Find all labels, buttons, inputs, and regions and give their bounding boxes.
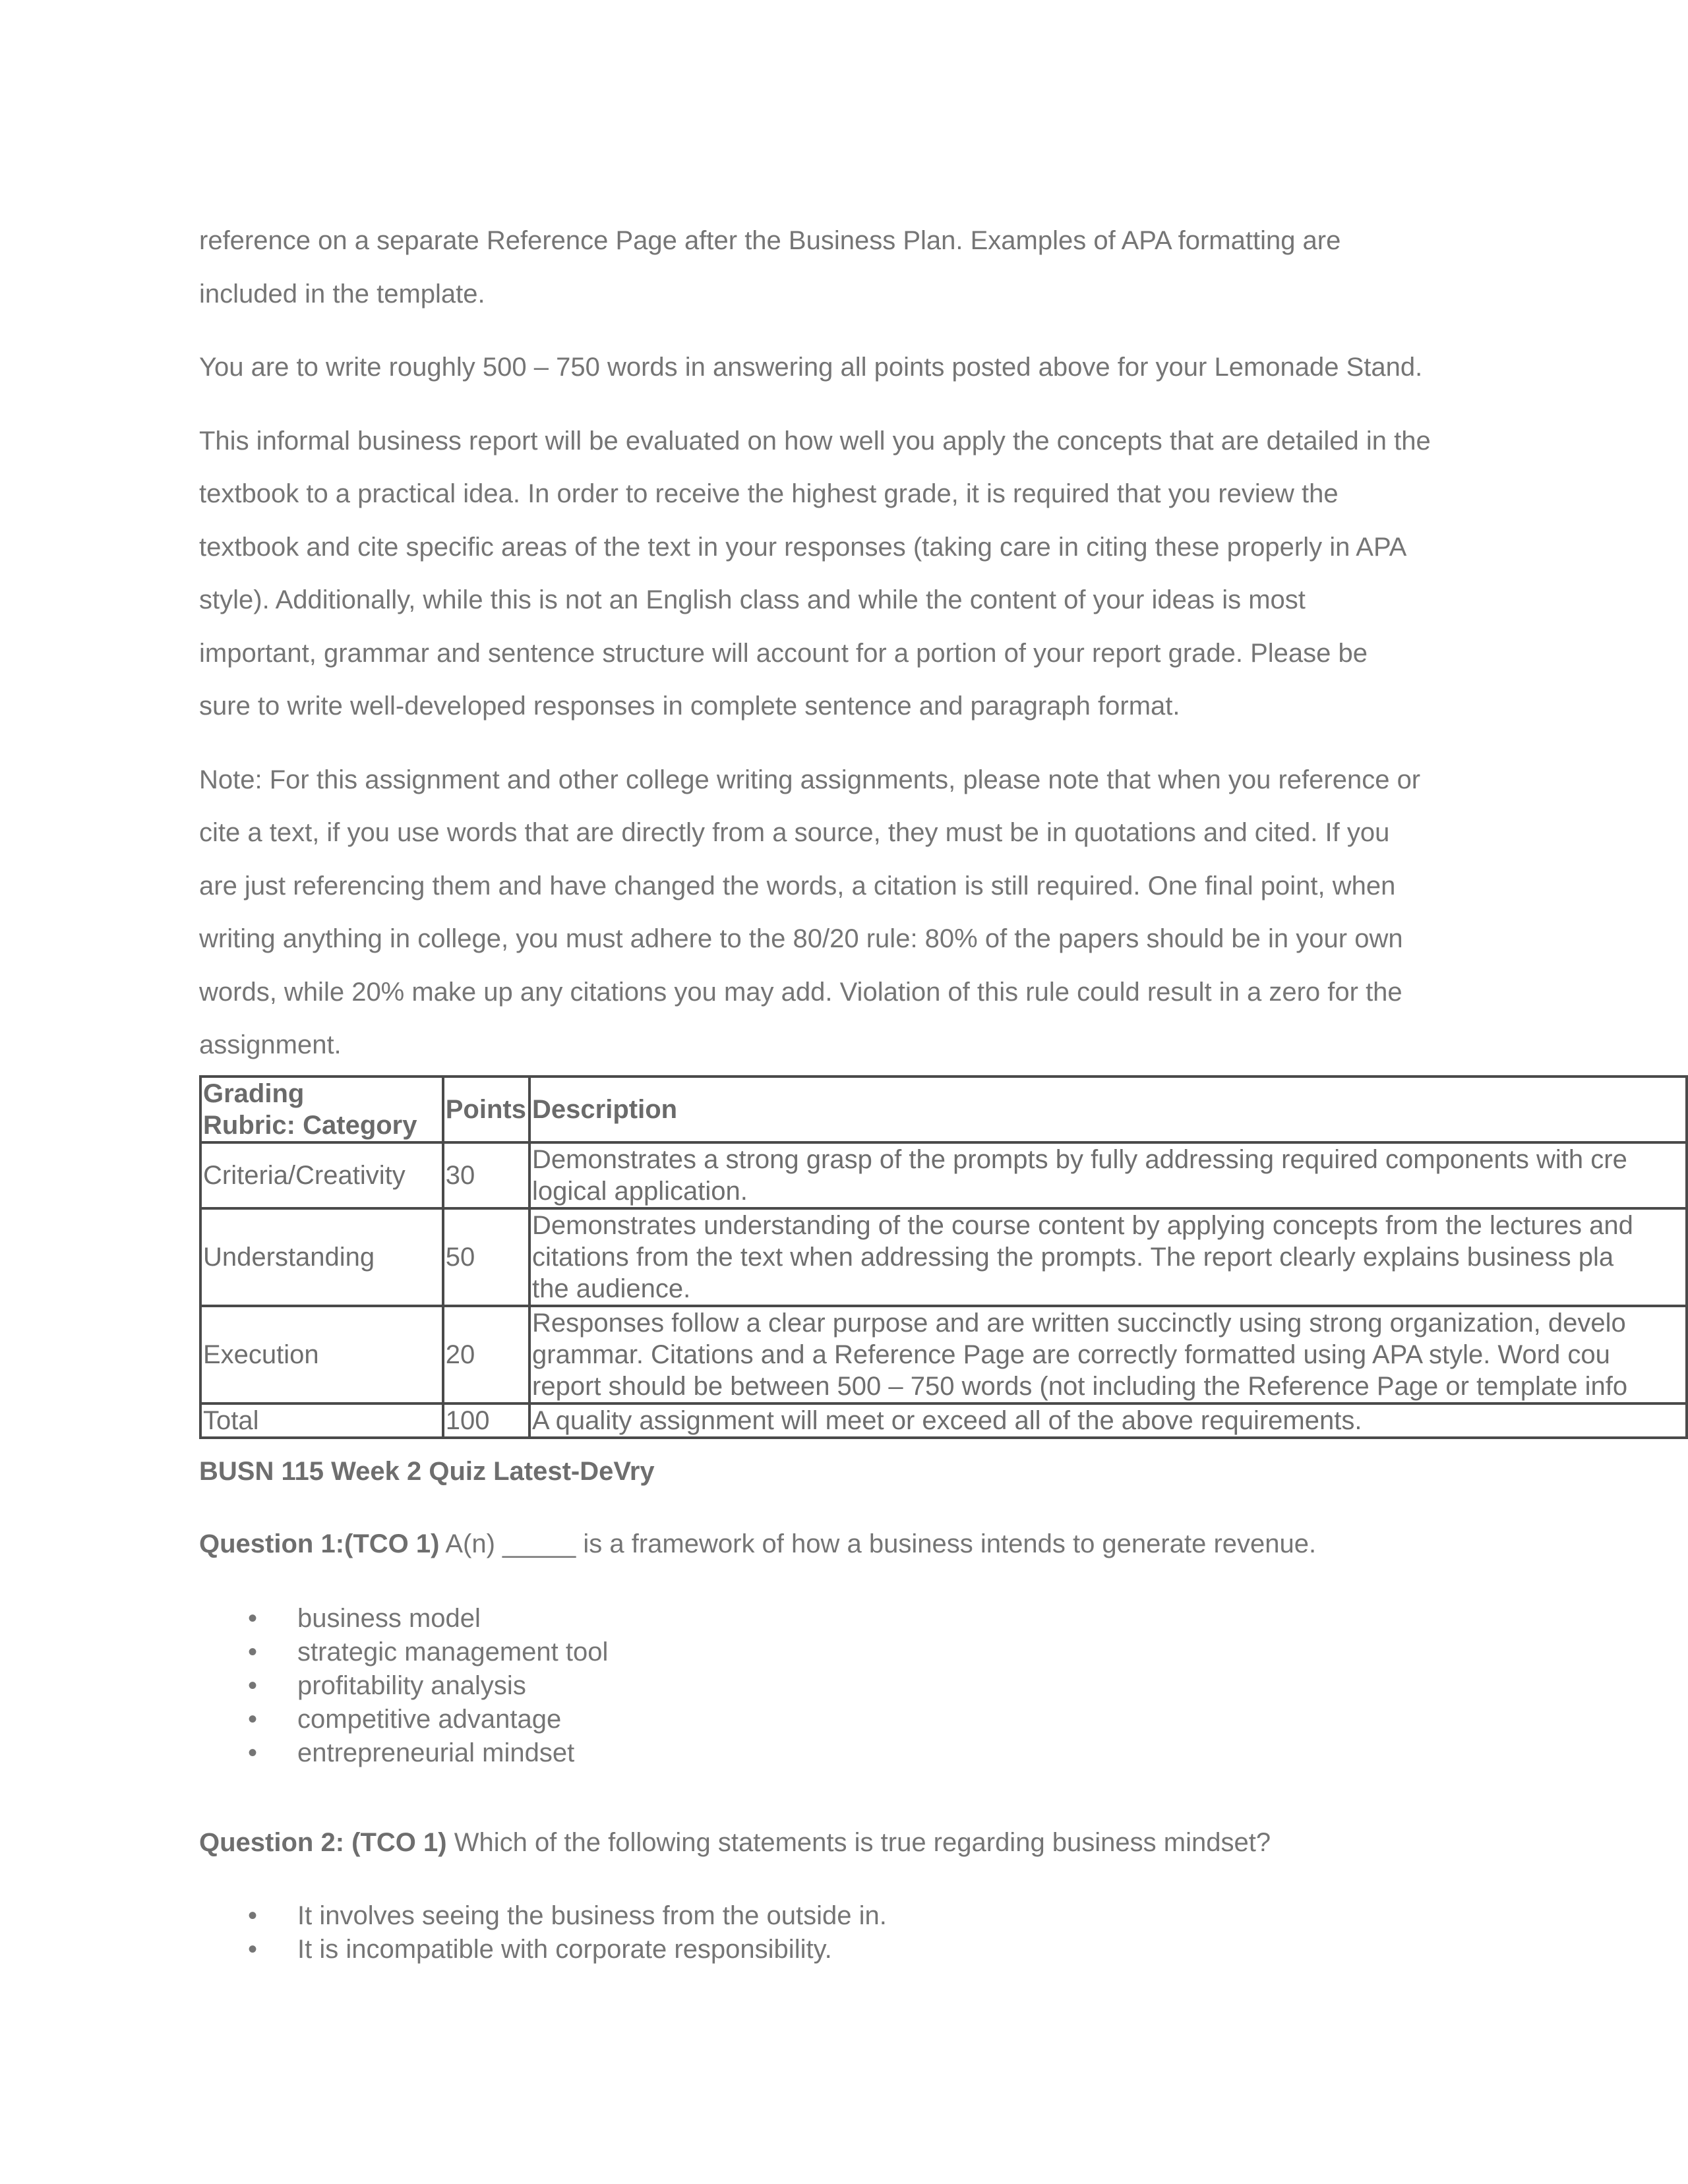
paragraph-reference-page <box>199 214 1511 320</box>
text-line: You are to write roughly 500 – 750 words in answering all points posted above for your Lemonade Stand. <box>199 353 1423 382</box>
question-text: Which of the following statements is true regarding business mindset? <box>446 1828 1271 1857</box>
list-item <box>199 1602 608 1636</box>
option-text: competitive advantage <box>297 1705 562 1734</box>
text-line: assignment. <box>199 1030 342 1059</box>
description-line: A quality assignment will meet or exceed all of the above requirements. <box>532 1406 1362 1435</box>
document-body <box>199 214 1688 1072</box>
row-points: 100 <box>443 1403 529 1438</box>
row-category: Total <box>200 1403 443 1438</box>
text-line: textbook to a practical idea. In order to receive the highest grade, it is required that you review the <box>199 479 1339 508</box>
header-category-line: Rubric: Category <box>203 1111 417 1140</box>
table-header-row <box>200 1077 1687 1142</box>
description-line: Demonstrates understanding of the course content by applying concepts from the lectures and <box>532 1211 1633 1240</box>
description-line: Demonstrates a strong grasp of the prompts by fully addressing required components with cre <box>532 1145 1627 1174</box>
bullet-icon: • <box>248 1935 258 1964</box>
text-line: reference on a separate Reference Page after the Business Plan. Examples of APA formatting are <box>199 226 1341 255</box>
option-text: It involves seeing the business from the outside in. <box>297 1901 887 1930</box>
row-category: Execution <box>200 1306 443 1403</box>
option-text: business model <box>297 1604 481 1633</box>
list-item <box>199 1669 608 1703</box>
option-text: profitability analysis <box>297 1671 526 1700</box>
header-category <box>200 1077 443 1142</box>
row-description <box>529 1142 1687 1208</box>
question-2-options <box>199 1899 887 1966</box>
description-line: logical application. <box>532 1177 748 1206</box>
table-row <box>200 1403 1687 1438</box>
question-1 <box>199 1529 1316 1559</box>
text-line: important, grammar and sentence structure will account for a portion of your report grade. Please be <box>199 638 1368 668</box>
description-line: report should be between 500 – 750 words (not including the Reference Page or template info <box>532 1372 1628 1401</box>
list-item <box>199 1703 608 1736</box>
question-label: Question 1:(TCO 1) <box>199 1529 440 1558</box>
grading-rubric-table <box>199 1075 1688 1439</box>
text-line: writing anything in college, you must adhere to the 80/20 rule: 80% of the papers should be in your own <box>199 924 1403 953</box>
description-line: grammar. Citations and a Reference Page are correctly formatted using APA style. Word cou <box>532 1340 1610 1369</box>
text-line: sure to write well-developed responses in complete sentence and paragraph format. <box>199 692 1180 721</box>
text-line: included in the template. <box>199 279 485 309</box>
list-item <box>199 1636 608 1669</box>
header-points: Points <box>443 1077 529 1142</box>
description-line: Responses follow a clear purpose and are written succinctly using strong organization, develo <box>532 1309 1626 1338</box>
text-line: Note: For this assignment and other college writing assignments, please note that when you reference or <box>199 765 1421 794</box>
bullet-icon: • <box>248 1738 258 1767</box>
list-item <box>199 1899 887 1933</box>
paragraph-evaluation <box>199 415 1511 733</box>
option-text: strategic management tool <box>297 1638 609 1667</box>
question-2 <box>199 1828 1271 1858</box>
bullet-icon: • <box>248 1901 258 1930</box>
description-line: citations from the text when addressing the prompts. The report clearly explains business pla <box>532 1243 1614 1272</box>
row-points: 20 <box>443 1306 529 1403</box>
table-row <box>200 1208 1687 1306</box>
row-description <box>529 1208 1687 1306</box>
list-item <box>199 1933 887 1966</box>
text-line: are just referencing them and have changed the words, a citation is still required. One final point, when <box>199 871 1396 900</box>
bullet-icon: • <box>248 1705 258 1734</box>
question-label: Question 2: (TCO 1) <box>199 1828 447 1857</box>
text-line: cite a text, if you use words that are directly from a source, they must be in quotations and cited. If you <box>199 818 1390 847</box>
bullet-icon: • <box>248 1604 258 1633</box>
text-line: words, while 20% make up any citations you may add. Violation of this rule could result in a zero for the <box>199 977 1402 1007</box>
quiz-title: BUSN 115 Week 2 Quiz Latest-DeVry <box>199 1457 655 1486</box>
text-line: This informal business report will be evaluated on how well you apply the concepts that are detailed in the <box>199 426 1431 456</box>
question-1-options <box>199 1602 608 1770</box>
text-line: style). Additionally, while this is not an English class and while the content of your ideas is most <box>199 585 1306 614</box>
row-description <box>529 1403 1687 1438</box>
option-text: It is incompatible with corporate responsibility. <box>297 1935 832 1964</box>
header-category-line: Grading <box>203 1079 305 1108</box>
row-description <box>529 1306 1687 1403</box>
header-description: Description <box>529 1077 1687 1142</box>
list-item <box>199 1736 608 1770</box>
row-points: 50 <box>443 1208 529 1306</box>
paragraph-note <box>199 753 1511 1072</box>
option-text: entrepreneurial mindset <box>297 1738 575 1767</box>
paragraph-word-count <box>199 341 1511 394</box>
description-line: the audience. <box>532 1274 691 1303</box>
text-line: textbook and cite specific areas of the text in your responses (taking care in citing these properly in APA <box>199 532 1407 562</box>
table-row <box>200 1142 1687 1208</box>
row-category: Criteria/Creativity <box>200 1142 443 1208</box>
question-text: A(n) _____ is a framework of how a business intends to generate revenue. <box>439 1529 1317 1558</box>
bullet-icon: • <box>248 1671 258 1700</box>
table-row <box>200 1306 1687 1403</box>
row-points: 30 <box>443 1142 529 1208</box>
row-category: Understanding <box>200 1208 443 1306</box>
bullet-icon: • <box>248 1638 258 1667</box>
